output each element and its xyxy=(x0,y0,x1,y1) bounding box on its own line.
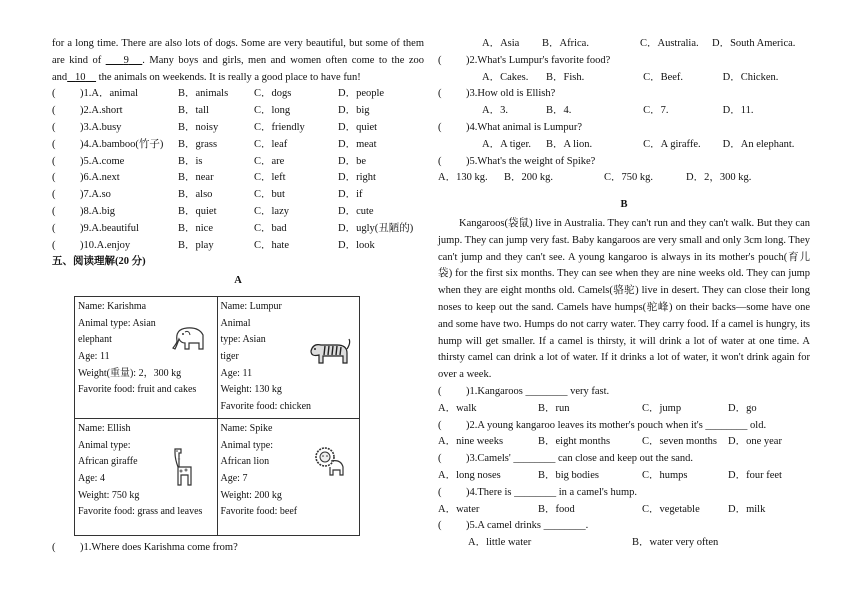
giraffe-icon xyxy=(167,445,197,496)
option-a: )2.A.short xyxy=(80,105,123,117)
option: C．Beef. xyxy=(643,71,684,83)
option-a: )9.A.beautiful xyxy=(80,222,139,234)
cloze-questions xyxy=(52,86,424,254)
option-d: D．ugly(丑陋的) xyxy=(338,222,414,234)
option-b: B．noisy xyxy=(178,121,219,133)
card-line: Weight(重量): 2，300 kg xyxy=(78,367,182,379)
option-d: D．look xyxy=(338,239,375,251)
right-column xyxy=(438,36,810,552)
cloze-question xyxy=(52,86,424,103)
option-a: )4.A.bamboo(竹子) xyxy=(80,138,164,150)
answer-paren[interactable]: ( xyxy=(438,453,442,465)
passage-b-label: B xyxy=(620,199,628,211)
card-line: African giraffe xyxy=(78,456,138,468)
card-ellish xyxy=(75,418,218,535)
answer-paren[interactable]: ( xyxy=(52,222,56,234)
card-line: Favorite food: grass and leaves xyxy=(78,506,203,518)
question-text: )4.What animal is Lumpur? xyxy=(466,121,583,133)
answer-paren[interactable]: ( xyxy=(52,205,56,217)
option-c: C．leaf xyxy=(254,138,288,150)
options-row xyxy=(438,170,810,187)
question-text: )3.How old is Ellish? xyxy=(466,88,556,100)
answer-paren[interactable]: ( xyxy=(52,121,56,133)
option: D．four feet xyxy=(728,469,782,481)
passage-b-text: Kangaroos(袋鼠) live in Australia. They can't run and they can't walk. But they can jump. They can jump very fast. Baby kangaroos are very small and only 3cm long. They can't jump and they can't see. A young kangaroo is always in its mother's pouch(育儿袋) for the first six months. They can see when they are nine weeks old. They can jump when they are eight months old. Camels(骆驼) live in desert. They can close their long noses to keep out the sand. Camels have humps(驼峰) on their backs—some have one and some have two. Humps do not carry water. They carry food. If a camel is hungry, its hump will get smaller. If a camel is thirsty, it will drink a lot of water at one time. A thirsty camel can drink a lot of water. If it drinks a lot of water, it won't drink again for over a week. xyxy=(438,217,810,381)
option-c: C．but xyxy=(254,189,285,201)
options-row xyxy=(438,535,810,552)
option: C．seven months xyxy=(642,436,717,448)
answer-paren[interactable]: ( xyxy=(438,88,442,100)
option-b: B．quiet xyxy=(178,205,217,217)
option: A．A tiger. xyxy=(482,138,531,150)
option-d: D．big xyxy=(338,105,370,117)
option: B．food xyxy=(538,503,575,515)
card-lumpur xyxy=(217,296,360,418)
card-spike xyxy=(217,418,360,535)
lion-icon xyxy=(313,445,347,486)
answer-paren[interactable]: ( xyxy=(438,155,442,167)
question-text: )2.What's Lumpur's favorite food? xyxy=(466,54,611,66)
answer-paren[interactable]: ( xyxy=(438,486,442,498)
option-c: C．dogs xyxy=(254,88,292,100)
question-text: )2.A young kangaroo leaves its mother's pouch when it's ________ old. xyxy=(466,419,767,431)
option-d: D．meat xyxy=(338,138,377,150)
option-c: C．left xyxy=(254,172,286,184)
answer-paren[interactable]: ( xyxy=(438,520,442,532)
option: D．An elephant. xyxy=(722,138,795,150)
option-b: B．tall xyxy=(178,105,209,117)
options-row xyxy=(438,502,810,519)
option: C．jump xyxy=(642,402,682,414)
card-line: tiger xyxy=(220,351,239,363)
elephant-icon xyxy=(171,323,209,360)
option: C．vegetable xyxy=(642,503,700,515)
card-line: Favorite food: chicken xyxy=(220,401,312,413)
blank-9: 9 xyxy=(123,54,129,66)
card-line: Age: 4 xyxy=(78,472,105,484)
option: D．milk xyxy=(728,503,766,515)
card-karishma xyxy=(75,296,218,418)
option-d: D．be xyxy=(338,155,366,167)
option: B．run xyxy=(538,402,570,414)
card-line: Animal type: Asian xyxy=(78,317,156,329)
option: B．big bodies xyxy=(538,469,599,481)
cloze-question xyxy=(52,238,424,255)
card-line: Favorite food: fruit and cakes xyxy=(78,384,197,396)
option-c: C．hate xyxy=(254,239,289,251)
option: B．A lion. xyxy=(546,138,593,150)
answer-paren[interactable]: ( xyxy=(438,121,442,133)
option: A．long noses xyxy=(438,469,501,481)
option-b: B．is xyxy=(178,155,203,167)
cloze-question xyxy=(52,103,424,120)
option: D．11. xyxy=(722,105,754,117)
card-line: type: Asian xyxy=(220,334,266,346)
question-text: )4.There is ________ in a camel's hump. xyxy=(466,486,638,498)
answer-paren[interactable]: ( xyxy=(52,155,56,167)
option-a: )5.A.come xyxy=(80,155,125,167)
passage-a-questions xyxy=(438,53,810,187)
question xyxy=(438,418,810,435)
cloze-passage-end: for a long time. There are also lots of dogs. Some are very beautiful, but some of them are kind of 9 . Many boys and girls, men and women often come to the zoo and 10 the animals on weekends. It is really a good place to have fun! xyxy=(52,38,425,83)
card-line: Favorite food: beef xyxy=(220,506,298,518)
option-c: C．long xyxy=(254,105,291,117)
option-a: )6.A.next xyxy=(80,172,120,184)
option: A．water xyxy=(438,503,480,515)
option-b: B．play xyxy=(178,239,214,251)
question xyxy=(438,154,810,171)
option-b: B．near xyxy=(178,172,214,184)
card-line: Animal type: xyxy=(220,439,273,451)
option: D．Chicken. xyxy=(722,71,779,83)
question-text: )3.Camels' ________ can close and keep out the sand. xyxy=(466,453,694,465)
option: A．130 kg. xyxy=(438,172,488,184)
option: A．3. xyxy=(482,105,508,117)
option-c: C．bad xyxy=(254,222,287,234)
options-row xyxy=(438,468,810,485)
passage-b-questions xyxy=(438,384,810,552)
answer-paren[interactable]: ( xyxy=(438,54,442,66)
option-b: B．nice xyxy=(178,222,213,234)
question-text: )1.Kangaroos ________ very fast. xyxy=(466,385,610,397)
option: B．4. xyxy=(546,105,572,117)
option-d: D．people xyxy=(338,88,385,100)
cloze-question xyxy=(52,221,424,238)
option-d: D．if xyxy=(338,189,363,201)
card-line: Weight: 130 kg xyxy=(220,384,282,396)
question-text: )5.A camel drinks ________. xyxy=(466,520,589,532)
card-line: Animal xyxy=(220,317,251,329)
question-a1: ( )1.Where does Karishma come from? xyxy=(52,540,424,557)
section-title: 五、阅读理解(20 分) xyxy=(52,256,146,268)
option: C．7. xyxy=(643,105,669,117)
option: D．2，300 kg. xyxy=(686,172,752,184)
option-a: )10.A.enjoy xyxy=(80,239,131,251)
question xyxy=(438,451,810,468)
card-line: Name: Ellish xyxy=(78,422,131,434)
option: C．750 kg. xyxy=(604,172,654,184)
question xyxy=(438,86,810,103)
option-a: )8.A.big xyxy=(80,205,115,217)
option: A．little water xyxy=(468,537,532,549)
question xyxy=(438,384,810,401)
option-b: B．animals xyxy=(178,88,229,100)
a-q1-options: A．Asia B．Africa. C．Australia. D．South America. xyxy=(482,38,796,49)
option: A．nine weeks xyxy=(438,436,504,448)
option-c: C．are xyxy=(254,155,285,167)
card-line: elephant xyxy=(78,334,112,346)
answer-paren[interactable]: ( xyxy=(52,541,56,553)
option-c: C．friendly xyxy=(254,121,305,133)
options-row xyxy=(438,103,810,120)
option-d: D．right xyxy=(338,172,376,184)
options-row xyxy=(438,434,810,451)
option: B．water very often xyxy=(632,537,719,549)
options-row xyxy=(438,137,810,154)
question xyxy=(438,120,810,137)
option: B．200 kg. xyxy=(504,172,554,184)
blank-10: 10 xyxy=(75,71,86,83)
option: C．humps xyxy=(642,469,688,481)
animal-cards-table xyxy=(74,296,360,536)
option: B．eight months xyxy=(538,436,611,448)
card-line: Weight: 750 kg xyxy=(78,489,140,501)
cloze-question xyxy=(52,187,424,204)
question xyxy=(438,485,810,502)
cloze-question xyxy=(52,137,424,154)
answer-paren[interactable]: ( xyxy=(52,189,56,201)
question-text: )5.What's the weight of Spike? xyxy=(466,155,596,167)
option: D．go xyxy=(728,402,757,414)
card-line: Animal type: xyxy=(78,439,131,451)
options-row xyxy=(438,401,810,418)
card-line: Age: 11 xyxy=(78,351,110,363)
answer-paren[interactable]: ( xyxy=(438,419,442,431)
card-line: Weight: 200 kg xyxy=(220,489,282,501)
cloze-question xyxy=(52,120,424,137)
option-a: )1.A．animal xyxy=(80,88,139,100)
option: A．walk xyxy=(438,402,477,414)
options-row xyxy=(438,70,810,87)
option: C．A giraffe. xyxy=(643,138,701,150)
option-c: C．lazy xyxy=(254,205,289,217)
cloze-question xyxy=(52,170,424,187)
card-line: Name: Karishma xyxy=(78,300,147,312)
left-column xyxy=(52,36,424,557)
option-b: B．grass xyxy=(178,138,218,150)
card-line: Age: 11 xyxy=(220,367,253,379)
card-line: Name: Lumpur xyxy=(220,300,282,312)
answer-paren[interactable]: ( xyxy=(52,172,56,184)
cloze-question xyxy=(52,204,424,221)
question xyxy=(438,518,810,535)
option: B．Fish. xyxy=(546,71,585,83)
tiger-icon xyxy=(307,337,351,374)
answer-paren[interactable]: ( xyxy=(52,138,56,150)
option-a: )7.A.so xyxy=(80,189,111,201)
option: A．Cakes. xyxy=(482,71,529,83)
answer-paren[interactable]: ( xyxy=(438,385,442,397)
cloze-question xyxy=(52,154,424,171)
option-d: D．quiet xyxy=(338,121,378,133)
option-a: )3.A.busy xyxy=(80,121,122,133)
answer-paren[interactable]: ( xyxy=(52,105,56,117)
option: D．one year xyxy=(728,436,782,448)
passage-a-label: A xyxy=(234,275,242,287)
card-line: Name: Spike xyxy=(220,422,273,434)
question xyxy=(438,53,810,70)
answer-paren[interactable]: ( xyxy=(52,88,56,100)
answer-paren[interactable]: ( xyxy=(52,239,56,251)
option-b: B．also xyxy=(178,189,213,201)
card-line: African lion xyxy=(220,456,270,468)
card-line: Age: 7 xyxy=(220,472,248,484)
option-d: D．cute xyxy=(338,205,374,217)
